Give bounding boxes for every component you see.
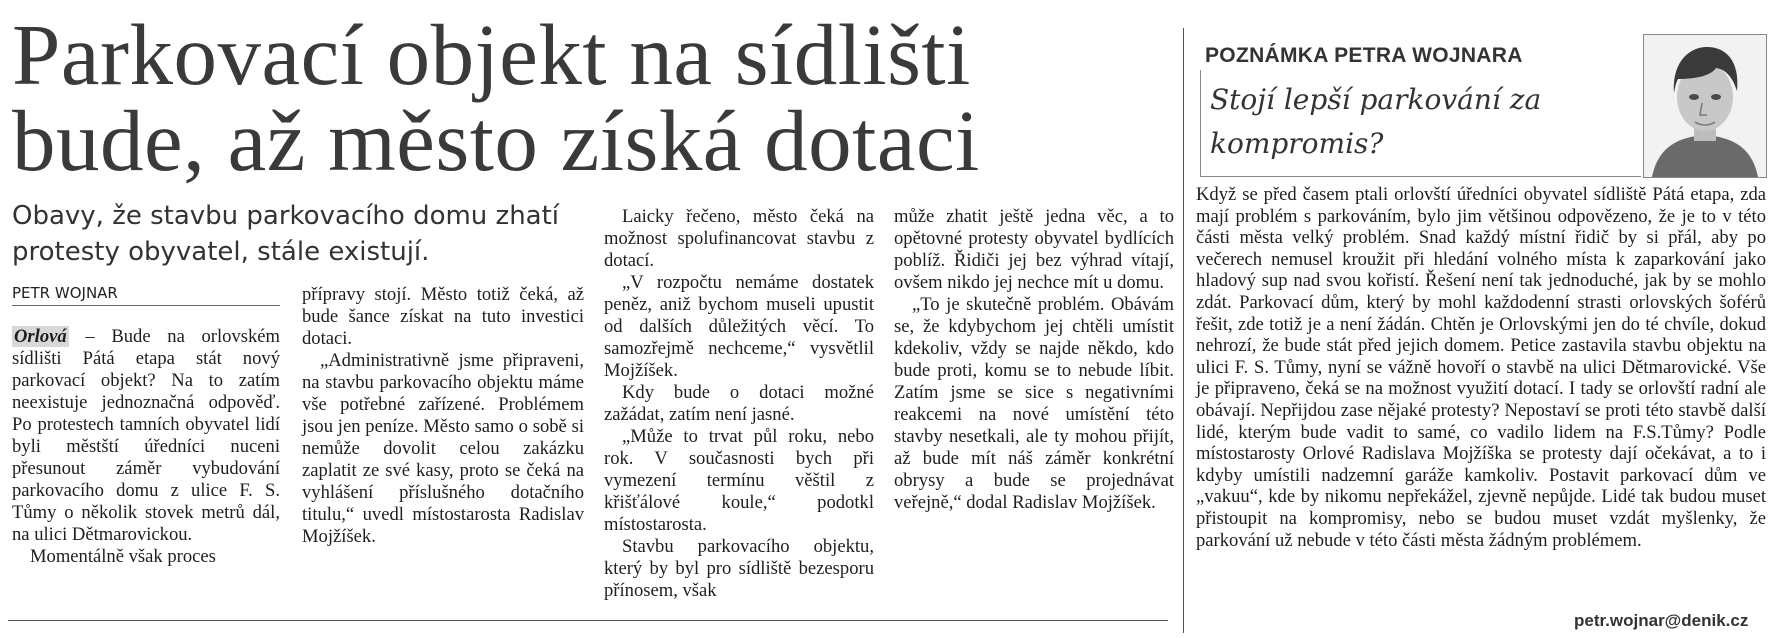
headline: Parkovací objekt na sídlišti bude, až město získá dotaci xyxy=(12,6,980,189)
paragraph: Stavbu parkovacího objektu, který by byl pro sídliště bezesporu přínosem, však xyxy=(604,536,874,601)
column-divider xyxy=(1183,28,1184,633)
paragraph: „To je skutečně problém. Obávám se, že kdybychom jej chtěli umístit kdekoliv, vždy se najde někdo, kdo bude proti, komu se to nebude líbit. Zatím jsme se sice s negativními reakcemi na nové umístění této stavby nesetkali, ale ty mohou přijít, až bude mít náš záměr konkrétní obrysy a bude se projednávat veřejně,“ dodal Radislav Mojžíšek. xyxy=(894,294,1174,513)
paragraph: „V rozpočtu nemáme dostatek peněz, aniž bychom museli upustit od dalších důležitých věcí. To samozřejmě nechceme,“ vysvětlil Mojžíšek. xyxy=(604,272,874,381)
note-text: Když se před časem ptali orlovští úředníci obyvatel sídliště Pátá etapa, zda mají problém s parkováním, bylo jim většinou odpovězeno, že je to v této části města velký problém. Snad každý místní řidič by si přál, aby po večerech nemusel kroužit při hledání volného místa k zaparkování jako hladový sup nad svou kořistí. Řešení není tak jednoduché, jak by se mohlo zdát. Parkovací dům, který by mohl každodenní strasti orlovských šoférů řešit, zde totiž je a není žádán. Chtěn je Orlovskými jen do té chvíle, dokud nehrozí, že bude stát před jejich domem. Petice zastavila stavbu objektu na ulici F. S. Tůmy, nyní se vážně hovoří o stavbě na ulici Dětmarovické. Vše je připraveno, čeká se na možnost využití dotací. I tady se orlovští radní ale obávají. Nepřijdou zase nějaké protesty? Nepostaví se proti této stavbě další lidé, kterým bude vadit to samé, co vadilo lidem na F.S.Tůmy? Podle místostarosty Orlové Radislava Mojžíška se protesty dají očekávat, a to i kdyby umístili nadzemní garáže kamkoliv. Postavit parkovací dům ve „vakuu“, kde by nikomu nepřekážel, zjevně nepůjde. Lidé tak budou muset přistoupit na kompromisy, nebo se budou muset vzdát myšlenky, že parkování už nebude v této části města žádným problémem. xyxy=(1196,184,1766,551)
dateline-place: Orlová xyxy=(14,326,67,347)
paragraph: „Může to trvat půl roku, nebo rok. V současnosti bych při vymezení termínu věštil z křišťálové koule,“ podotkl místostarosta. xyxy=(604,426,874,535)
paragraph-text: – Bude na orlovském sídlišti Pátá etapa stát nový parkovací objekt? Na to zatím neexistuje jednoznačná odpověď. Po protestech tamních obyvatel lidí byli městští úředníci nuceni přesunout záměr vybudování parkovacího domu z ulice F. S. Tůmy o několik stovek metrů dál, na ulici Dětmarovickou. xyxy=(12,326,280,545)
paragraph: Laicky řečeno, město čeká na možnost spolufinancovat stavbu z dotací. xyxy=(604,206,874,271)
bottom-rule xyxy=(8,620,1168,621)
article-column-4 xyxy=(894,206,1174,514)
note-kicker: POZNÁMKA PETRA WOJNARA xyxy=(1205,44,1523,67)
paragraph: může zhatit ještě jedna věc, a to opětovné protesty obyvatel bydlících poblíž. Řidiči jej bez výhrad vítají, ovšem nikdo jej nechce mít u domu. xyxy=(894,206,1174,293)
byline: PETR WOJNAR xyxy=(12,284,280,306)
paragraph: přípravy stojí. Město totiž čeká, až bude šance získat na tuto investici dotaci. xyxy=(302,284,584,349)
author-portrait-image xyxy=(1644,35,1766,177)
note-title: Stojí lepší parkování za kompromis? xyxy=(1210,83,1542,160)
paragraph xyxy=(12,326,280,546)
paragraph: Momentálně však proces xyxy=(30,546,216,567)
paragraph: „Administrativně jsme připraveni, na stavbu parkovacího objektu máme vše potřebné zařízené. Problémem jsou jen peníze. Město samo o sobě si nemůže dovolit celou zakázku zaplatit ze své kasy, proto se čeká na vyhlášení příslušného dotačního titulu,“ uvedl místostarosta Radislav Mojžíšek. xyxy=(302,350,584,547)
paragraph: Kdy bude o dotaci možné zažádat, zatím není jasné. xyxy=(604,382,874,425)
article-column-3 xyxy=(604,206,874,602)
article-column-2 xyxy=(302,284,584,548)
lede: Obavy, že stavbu parkovacího domu zhatí protesty obyvatel, stále existují. xyxy=(12,201,560,267)
article-column-1 xyxy=(12,326,280,568)
author-email: petr.wojnar@denik.cz xyxy=(1574,611,1749,630)
author-portrait xyxy=(1643,34,1767,178)
